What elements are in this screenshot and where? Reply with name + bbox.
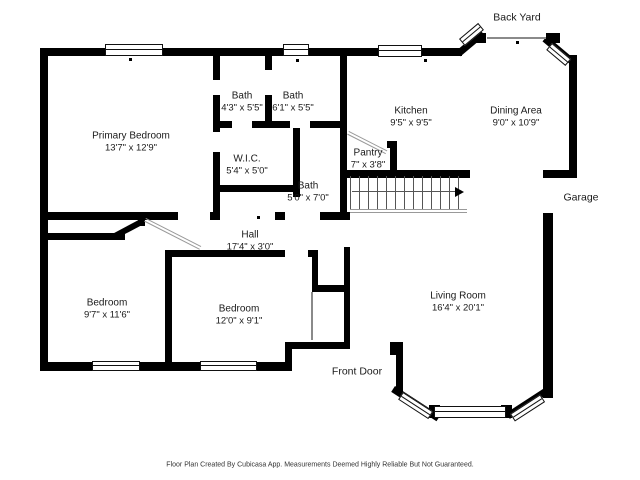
room-label-pantry [351, 148, 385, 171]
room-dimensions: 16'4" x 20'1" [431, 302, 485, 313]
room-dimensions: 12'0" x 9'1" [215, 315, 263, 326]
room-name: Kitchen [394, 105, 428, 117]
stairs-underline [350, 209, 467, 213]
door-leaf-bed1 [112, 220, 141, 239]
wall-hall-stub-a [210, 212, 220, 220]
wall-pantry-knob [387, 141, 397, 148]
wall-bath-divider-a [265, 56, 272, 70]
back-yard-label: Back Yard [493, 11, 541, 24]
room-dimensions: 9'5" x 9'5" [390, 117, 432, 128]
window-primary-top [105, 44, 163, 56]
garage-label: Garage [563, 191, 599, 204]
wall-under-bath-b [252, 121, 290, 128]
room-dimensions: 9'7" x 11'6" [83, 309, 131, 320]
room-dimensions: 5'4" x 5'0" [226, 165, 268, 176]
dimension-tick [516, 41, 519, 44]
room-label-bedroom-middle [216, 304, 263, 327]
window-bed2-bottom [200, 361, 257, 371]
room-name: W.I.C. [233, 153, 261, 165]
wall-dining-corner-right [546, 33, 560, 43]
dimension-tick [296, 59, 299, 62]
slider-door-line [487, 37, 546, 39]
dimension-tick [424, 59, 427, 62]
room-name: Bath [282, 90, 304, 102]
wall-living-right [543, 213, 553, 398]
dimension-tick [257, 216, 260, 219]
room-label-bath-1 [221, 91, 263, 114]
dimension-tick [129, 58, 132, 61]
room-dimensions: 13'7" x 12'9" [104, 142, 158, 153]
room-name: Bath [231, 90, 253, 102]
room-dimensions: 9'0" x 10'9" [492, 117, 540, 128]
room-name: Bath [297, 180, 319, 192]
room-dimensions: 5'0" x 7'0" [287, 192, 329, 203]
room-label-wic [226, 154, 268, 177]
room-dimensions: 17'4" x 3'0" [226, 241, 274, 252]
room-name: Living Room [430, 290, 486, 302]
wall-hall-right [320, 212, 350, 220]
front-door-label: Front Door [331, 365, 383, 378]
room-dimensions: 6'1" x 5'5" [272, 102, 314, 113]
wall-left [40, 48, 48, 370]
window-bay-diag-left [398, 392, 433, 419]
room-dimensions: 4'3" x 5'5" [221, 102, 263, 113]
room-name: Hall [241, 229, 259, 241]
hall-door-arc [144, 218, 201, 250]
footer-disclaimer: Floor Plan Created By Cubicasa App. Measurements Deemed Highly Reliable But Not Guaranteed. [166, 461, 474, 469]
window-bath2-top [283, 44, 309, 56]
room-label-bath-3 [287, 181, 329, 204]
room-name: Dining Area [490, 105, 542, 117]
wall-bay-left [396, 342, 403, 392]
room-name: Primary Bedroom [92, 130, 170, 142]
wall-closet-right [344, 247, 350, 348]
window-bay-center [434, 406, 506, 418]
room-dimensions: 7" x 3'8" [350, 159, 386, 170]
room-name: Pantry [353, 147, 383, 159]
room-label-bath-2 [272, 91, 314, 114]
room-label-dining-area [490, 106, 542, 129]
room-name: Bedroom [86, 297, 128, 309]
room-label-bedroom-left [84, 298, 130, 321]
window-kitchen-top [378, 45, 422, 57]
wall-front-door [285, 342, 350, 349]
stairs-direction-line [352, 191, 456, 192]
room-label-living-room [430, 291, 486, 314]
room-name: Bedroom [218, 303, 260, 315]
window-bed1-bottom [92, 361, 140, 371]
closet-door-line [311, 292, 313, 340]
room-label-primary-bedroom [92, 131, 170, 154]
wall-primary-bath-a [213, 56, 220, 80]
wall-primary-bottom [47, 212, 178, 220]
stairs [350, 176, 467, 209]
wall-primary-bath-c [213, 152, 220, 213]
wall-kitchen-left [340, 56, 347, 220]
wall-hall-stub-b [275, 212, 285, 220]
wall-bedroom-separator [165, 250, 172, 370]
room-label-kitchen [390, 106, 432, 129]
wall-under-bath-a [213, 121, 232, 128]
wall-dining-right [569, 55, 577, 178]
stairs-direction-arrow [455, 187, 464, 197]
room-label-hall [227, 230, 274, 253]
